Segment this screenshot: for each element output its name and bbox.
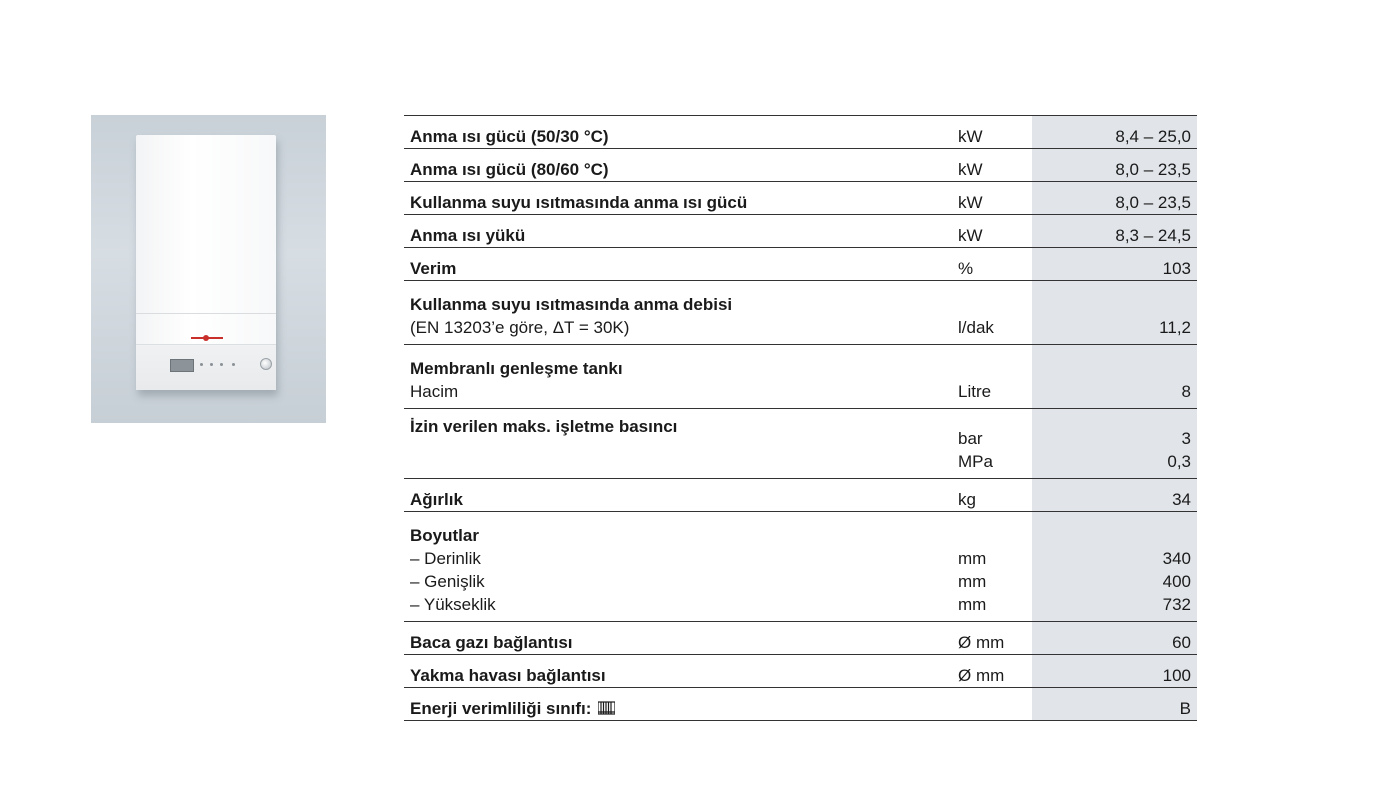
row-title: Anma ısı gücü (80/60 °C)	[410, 160, 609, 179]
row-value: 8,3 – 24,5	[1115, 226, 1191, 245]
boiler-display	[170, 359, 194, 372]
row-unit: mm	[958, 595, 987, 614]
row-unit: kg	[958, 490, 976, 509]
table-row	[404, 688, 1197, 721]
table-row	[404, 116, 1197, 149]
row-unit: kW	[958, 193, 983, 212]
row-unit: Litre	[958, 382, 992, 401]
spec-table	[404, 115, 1197, 721]
row-value: 11,2	[1159, 318, 1191, 337]
row-title: Verim	[410, 259, 457, 278]
row-value: B	[1179, 699, 1191, 718]
row-unit: mm	[958, 572, 987, 591]
row-value: 8,0 – 23,5	[1115, 193, 1191, 212]
row-value: 8	[1181, 382, 1191, 401]
table-row	[404, 622, 1197, 655]
table-row	[404, 281, 1197, 345]
row-title: Anma ısı yükü	[410, 226, 526, 245]
product-image	[91, 115, 326, 423]
table-row	[404, 512, 1197, 622]
row-value: 732	[1162, 595, 1191, 614]
row-value: 100	[1162, 666, 1191, 685]
row-subtitle: Hacim	[410, 382, 459, 401]
row-value: 400	[1162, 572, 1191, 591]
table-row	[404, 215, 1197, 248]
row-title: Kullanma suyu ısıtmasında anma ısı gücü	[410, 193, 748, 212]
table-row	[404, 479, 1197, 512]
row-subtitle: – Derinlik	[410, 549, 481, 568]
table-row	[404, 345, 1197, 409]
table-row	[404, 248, 1197, 281]
brand-logo	[191, 335, 223, 341]
row-unit: MPa	[958, 452, 993, 471]
control-panel	[136, 344, 276, 390]
row-unit: kW	[958, 127, 983, 146]
row-unit: Ø mm	[958, 666, 1005, 685]
row-subtitle: (EN 13203’e göre, ΔT = 30K)	[410, 318, 630, 337]
row-value: 8,0 – 23,5	[1115, 160, 1191, 179]
row-unit: mm	[958, 549, 987, 568]
control-knob	[260, 358, 272, 370]
row-title: Enerji verimliliği sınıfı:	[410, 699, 592, 718]
row-title: Ağırlık	[410, 490, 463, 509]
radiator-icon	[598, 698, 615, 712]
row-unit: Ø mm	[958, 633, 1005, 652]
table-row	[404, 182, 1197, 215]
row-subtitle: – Genişlik	[410, 572, 485, 591]
table-row	[404, 409, 1197, 479]
row-title: Baca gazı bağlantısı	[410, 633, 573, 652]
row-unit: bar	[958, 429, 983, 448]
row-title: Anma ısı gücü (50/30 °C)	[410, 127, 609, 146]
row-value: 0,3	[1167, 452, 1191, 471]
table-row	[404, 149, 1197, 182]
row-title: Boyutlar	[410, 526, 479, 545]
row-title: Yakma havası bağlantısı	[410, 666, 606, 685]
row-value: 340	[1162, 549, 1191, 568]
row-unit: l/dak	[958, 318, 994, 337]
table-row	[404, 655, 1197, 688]
row-unit: %	[958, 259, 974, 278]
row-unit: kW	[958, 226, 983, 245]
row-value: 60	[1172, 633, 1191, 652]
row-value: 8,4 – 25,0	[1115, 127, 1191, 146]
row-value: 103	[1162, 259, 1191, 278]
row-subtitle: – Yükseklik	[410, 595, 496, 614]
row-unit: kW	[958, 160, 983, 179]
boiler-illustration	[136, 135, 276, 390]
row-value: 3	[1181, 429, 1191, 448]
row-title: Kullanma suyu ısıtmasında anma debisi	[410, 295, 733, 314]
row-value: 34	[1172, 490, 1191, 509]
row-title: Membranlı genleşme tankı	[410, 359, 623, 378]
row-title: İzin verilen maks. işletme basıncı	[410, 417, 678, 436]
